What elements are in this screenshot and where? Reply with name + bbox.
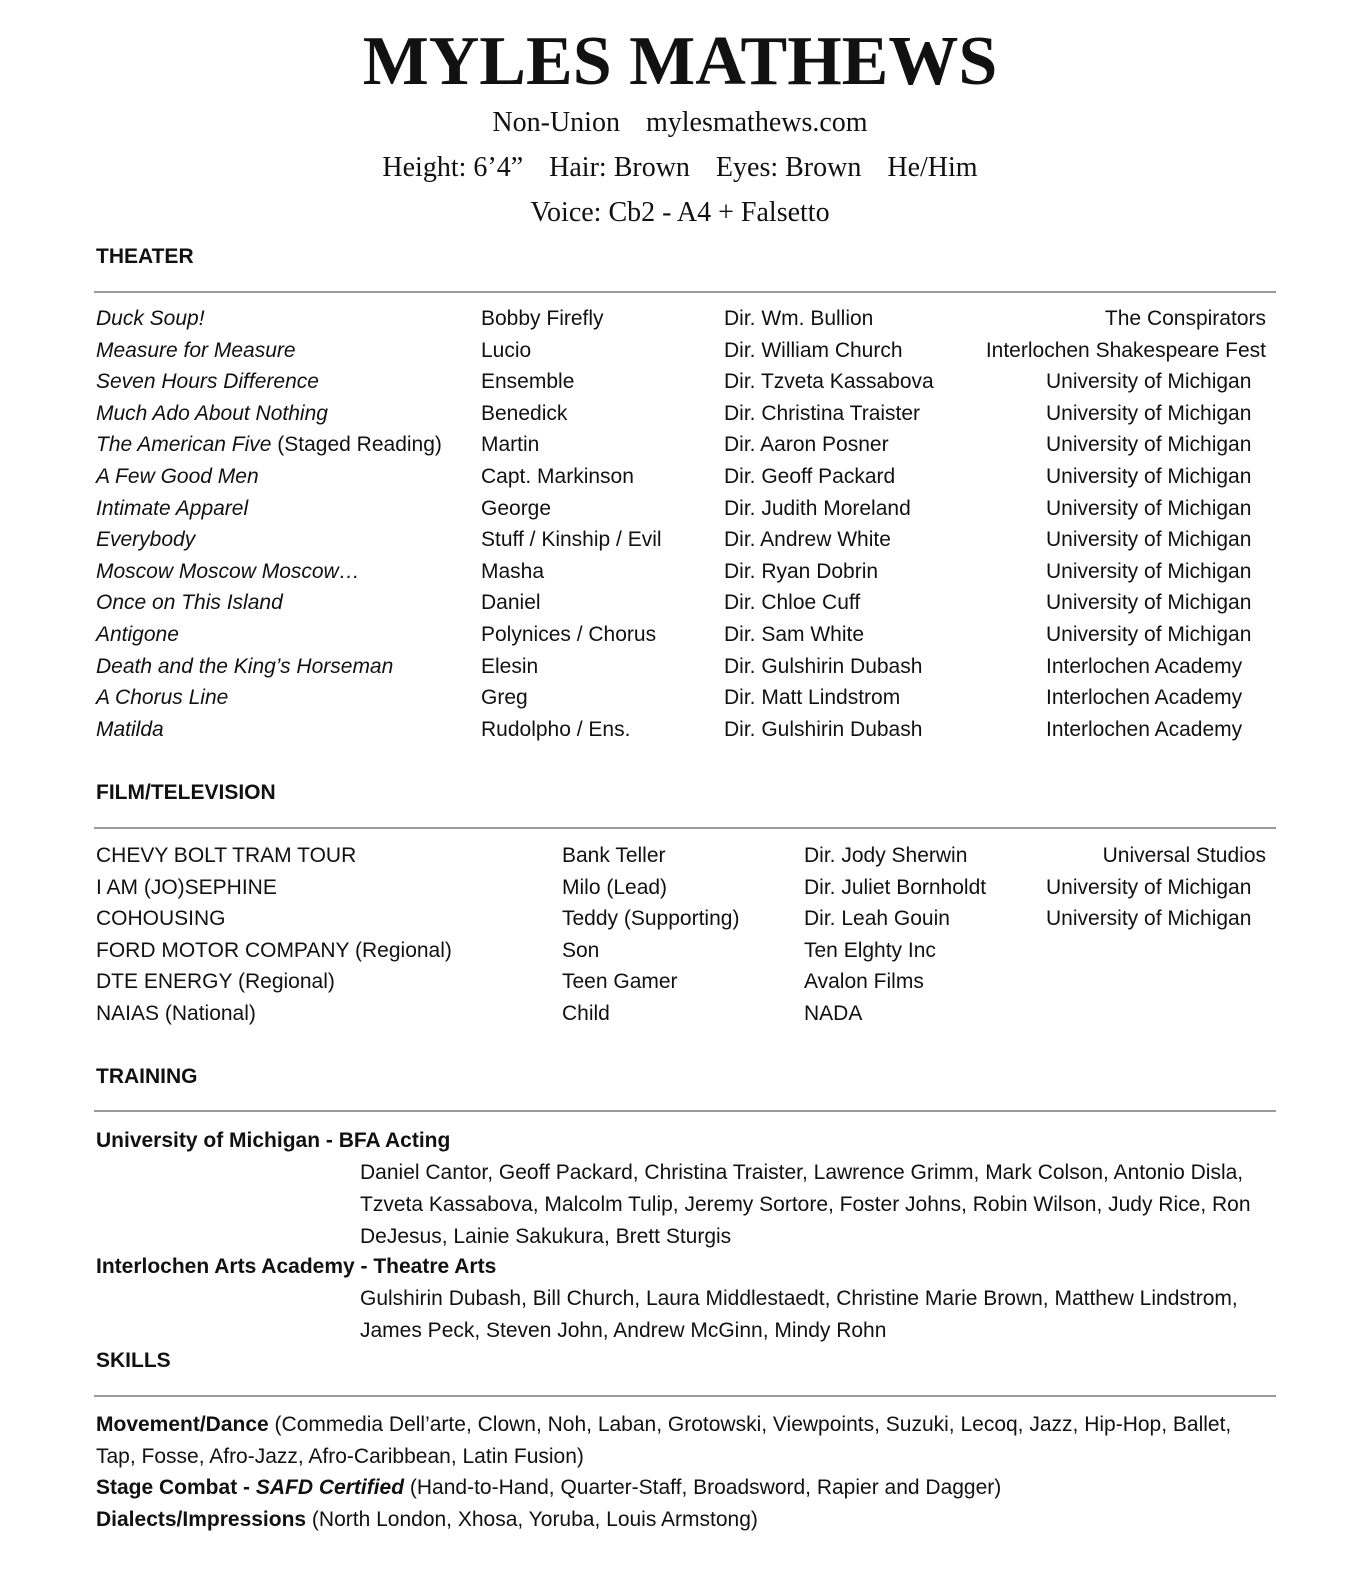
website-link[interactable]: mylesmathews.com [645, 107, 868, 138]
film-row [0, 873, 1360, 905]
film-venue: University of Michigan [1046, 875, 1252, 899]
film-project: CHEVY BOLT TRAM TOUR [96, 844, 357, 867]
theater-show-title: A Few Good Men [96, 465, 259, 488]
theater-venue: University of Michigan [1046, 433, 1252, 457]
theater-role: Daniel [481, 591, 541, 615]
film-role: Milo (Lead) [562, 875, 668, 899]
film-row [0, 999, 1360, 1031]
skill-dialects [96, 1504, 1276, 1536]
theater-row [0, 367, 1360, 399]
theater-row [0, 620, 1360, 652]
theater-director: Dir. Judith Moreland [724, 496, 911, 520]
training-teachers-umich: Daniel Cantor, Geoff Packard, Christina Traister, Lawrence Grimm, Mark Colson, Antonio Disla, Tzveta Kassabova, Malcolm Tulip, Jeremy Sortore, Foster Johns, Robin Wilson, Judy Rice, Ron DeJesus, Lainie Sakukura, Brett Sturgis [360, 1161, 1251, 1248]
theater-director: Dir. Gulshirin Dubash [724, 717, 923, 741]
theater-row [0, 399, 1360, 431]
contact-line [0, 106, 1360, 140]
theater-role: Greg [481, 686, 528, 710]
theater-director: Dir. Tzveta Kassabova [724, 370, 934, 394]
theater-venue: University of Michigan [1046, 559, 1252, 583]
theater-show-title: Duck Soup! [96, 307, 205, 330]
training-divider [94, 1110, 1276, 1112]
theater-director: Dir. Ryan Dobrin [724, 559, 879, 583]
skills-heading: SKILLS [96, 1349, 171, 1372]
theater-show [96, 304, 205, 334]
theater-venue: The Conspirators [1104, 307, 1266, 330]
theater-show-title: Death and the King’s Horseman [96, 654, 394, 678]
skills-divider [94, 1395, 1276, 1397]
skill-combat [96, 1472, 1276, 1504]
pronouns: He/Him [887, 152, 978, 183]
film-role: Bank Teller [562, 844, 666, 867]
film-director: NADA [804, 1002, 863, 1025]
theater-row [0, 652, 1360, 684]
theater-show-title: Measure for Measure [96, 338, 296, 362]
theater-role: Benedick [481, 401, 568, 425]
theater-row [0, 588, 1360, 620]
theater-show [96, 525, 195, 555]
skill-movement [96, 1409, 1276, 1473]
theater-role: Capt. Markinson [481, 465, 634, 488]
theater-show [96, 652, 393, 682]
theater-heading: THEATER [96, 245, 194, 268]
film-project: FORD MOTOR COMPANY (Regional) [96, 938, 452, 962]
training-teachers-interlochen: Gulshirin Dubash, Bill Church, Laura Middlestaedt, Christine Marie Brown, Matthew Lindstrom, James Peck, Steven John, Andrew McGinn, Mindy Rohn [360, 1287, 1238, 1342]
voice-line: Voice: Cb2 - A4 + Falsetto [530, 197, 830, 228]
training-school-interlochen: Interlochen Arts Academy - Theatre Arts [96, 1255, 497, 1278]
theater-show [96, 683, 228, 713]
theater-show [96, 367, 319, 397]
theater-show-title: The American Five [96, 433, 272, 457]
theater-show-note: (Staged Reading) [271, 433, 442, 457]
theater-director: Dir. Matt Lindstrom [724, 686, 901, 710]
theater-venue: Interlochen Academy [1046, 717, 1243, 741]
theater-show-title: Much Ado About Nothing [96, 401, 328, 425]
theater-role: Lucio [481, 338, 532, 362]
theater-row [0, 494, 1360, 526]
theater-role: Bobby Firefly [481, 307, 604, 330]
theater-row [0, 462, 1360, 494]
film-director: Dir. Juliet Bornholdt [804, 875, 987, 899]
theater-show-title: Matilda [96, 717, 164, 741]
theater-show-title: Antigone [96, 623, 179, 646]
theater-show [96, 462, 259, 492]
union-status: Non-Union [492, 107, 620, 138]
theater-director: Dir. William Church [724, 338, 903, 362]
skill-dialects-text: (North London, Xhosa, Yoruba, Louis Armstong) [306, 1508, 758, 1531]
theater-row [0, 683, 1360, 715]
film-row [0, 904, 1360, 936]
theater-row [0, 715, 1360, 747]
film-project: NAIAS (National) [96, 1002, 256, 1025]
theater-role: Masha [481, 559, 545, 583]
skill-dialects-label: Dialects/Impressions [96, 1508, 307, 1531]
film-role: Child [562, 1002, 610, 1025]
theater-venue: Interlochen Academy [1046, 686, 1243, 710]
theater-role: Polynices / Chorus [481, 623, 657, 646]
theater-show-title: Moscow Moscow Moscow… [96, 559, 360, 583]
theater-show [96, 715, 164, 745]
film-venue: University of Michigan [1046, 907, 1252, 931]
theater-row [0, 525, 1360, 557]
theater-show-title: Once on This Island [96, 591, 283, 615]
theater-venue: University of Michigan [1046, 528, 1252, 552]
training-heading: TRAINING [96, 1065, 198, 1088]
theater-show-title: Everybody [96, 528, 196, 552]
theater-show [96, 399, 328, 429]
theater-show [96, 620, 179, 650]
theater-director: Dir. Aaron Posner [724, 433, 889, 457]
film-director: Avalon Films [804, 970, 924, 994]
theater-venue: University of Michigan [1046, 401, 1252, 425]
theater-show-title: Seven Hours Difference [96, 370, 319, 394]
film-divider [94, 827, 1276, 829]
theater-venue: University of Michigan [1046, 370, 1252, 394]
theater-divider [94, 291, 1276, 293]
stats-line [0, 151, 1360, 185]
film-row [0, 841, 1360, 873]
theater-role: Rudolpho / Ens. [481, 717, 631, 741]
theater-row [0, 430, 1360, 462]
theater-show [96, 336, 296, 366]
theater-venue: University of Michigan [1046, 591, 1252, 615]
theater-venue: University of Michigan [1046, 496, 1252, 520]
theater-venue: University of Michigan [1046, 623, 1252, 646]
theater-director: Dir. Andrew White [724, 528, 891, 552]
film-project: DTE ENERGY (Regional) [96, 970, 335, 994]
theater-role: Elesin [481, 654, 539, 678]
film-row [0, 967, 1360, 999]
theater-show [96, 494, 248, 524]
hair-stat: Hair: Brown [549, 152, 690, 183]
theater-director: Dir. Wm. Bullion [724, 307, 874, 330]
film-role: Teddy (Supporting) [562, 907, 740, 931]
theater-show [96, 557, 360, 587]
theater-director: Dir. Gulshirin Dubash [724, 654, 923, 678]
film-heading: FILM/TELEVISION [96, 781, 276, 804]
height-stat: Height: 6’4” [382, 152, 524, 183]
film-director: Dir. Jody Sherwin [804, 844, 968, 867]
theater-director: Dir. Chloe Cuff [724, 591, 861, 615]
theater-row [0, 557, 1360, 589]
theater-show [96, 430, 442, 460]
theater-director: Dir. Sam White [724, 623, 865, 646]
theater-role: Martin [481, 433, 540, 457]
skill-movement-text: (Commedia Dell’arte, Clown, Noh, Laban, Grotowski, Viewpoints, Suzuki, Lecoq, Jazz, Hip-Hop, Ballet, Tap, Fosse, Afro-Jazz, Afro-Caribbean, Latin Fusion) [96, 1413, 1232, 1468]
skill-combat-label: Stage Combat - [96, 1476, 256, 1499]
film-role: Teen Gamer [562, 970, 678, 994]
theater-role: Stuff / Kinship / Evil [481, 528, 662, 552]
skill-combat-text: (Hand-to-Hand, Quarter-Staff, Broadsword, Rapier and Dagger) [404, 1476, 1002, 1499]
training-school-umich: University of Michigan - BFA Acting [96, 1129, 451, 1152]
skill-combat-cert: SAFD Certified [255, 1476, 405, 1499]
film-row [0, 936, 1360, 968]
theater-director: Dir. Christina Traister [724, 401, 921, 425]
film-venue: Universal Studios [1102, 844, 1266, 867]
film-director: Dir. Leah Gouin [804, 907, 950, 931]
eyes-stat: Eyes: Brown [715, 152, 862, 183]
theater-venue: Interlochen Academy [1046, 654, 1243, 678]
film-director: Ten Elghty Inc [804, 938, 936, 962]
theater-row [0, 304, 1360, 336]
theater-show-title: A Chorus Line [96, 686, 229, 710]
theater-show [96, 588, 283, 618]
theater-venue: Interlochen Shakespeare Fest [985, 338, 1266, 362]
theater-venue: University of Michigan [1046, 465, 1252, 488]
film-project: COHOUSING [96, 907, 226, 931]
skill-movement-label: Movement/Dance [96, 1413, 269, 1436]
theater-show-title: Intimate Apparel [96, 496, 249, 520]
actor-name: MYLES MATHEWS [362, 23, 998, 100]
theater-role: George [481, 496, 552, 520]
theater-row [0, 336, 1360, 368]
film-role: Son [562, 938, 600, 962]
theater-role: Ensemble [481, 370, 575, 394]
film-project: I AM (JO)SEPHINE [96, 875, 277, 899]
theater-director: Dir. Geoff Packard [724, 465, 896, 488]
